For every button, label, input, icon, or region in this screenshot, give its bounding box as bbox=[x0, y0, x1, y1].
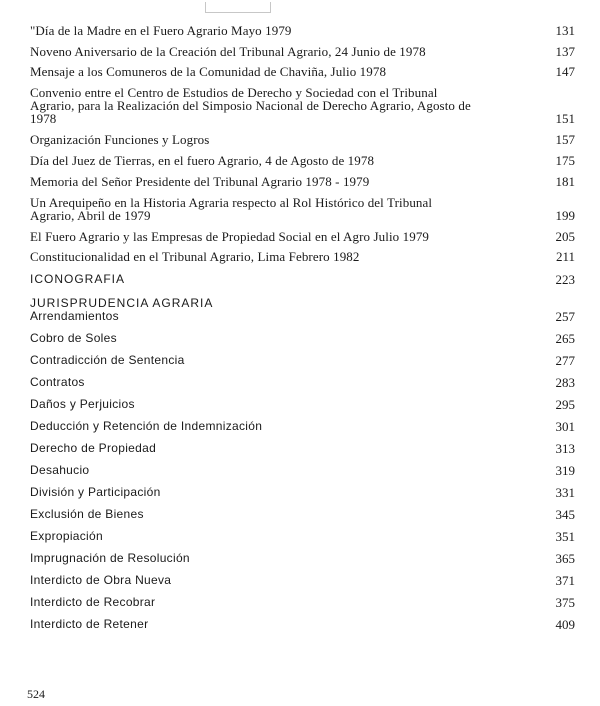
toc-sub-entry bbox=[30, 376, 575, 389]
toc-sub-entry bbox=[30, 486, 575, 499]
toc-section-heading-iconografia bbox=[30, 273, 575, 286]
toc-sub-entry bbox=[30, 508, 575, 521]
toc-entry-title: Noveno Aniversario de la Creación del Tribunal Agrario, 24 Junio de 1978 bbox=[30, 44, 426, 59]
toc-entry-title: Organización Funciones y Logros bbox=[30, 132, 210, 147]
toc-entry-page: 147 bbox=[555, 64, 575, 79]
toc-sub-entry-title: Cobro de Soles bbox=[30, 331, 117, 345]
toc-sub-entry-title: Daños y Perjuicios bbox=[30, 397, 135, 411]
toc-sub-entry bbox=[30, 398, 575, 411]
library-stamp bbox=[205, 2, 271, 13]
page-number: 524 bbox=[27, 687, 45, 701]
toc-sub-entry bbox=[30, 332, 575, 345]
toc-entry-title: El Fuero Agrario y las Empresas de Propiedad Social en el Agro Julio 1979 bbox=[30, 229, 430, 244]
toc-sub-entry-title: Interdicto de Obra Nueva bbox=[30, 573, 172, 587]
toc-entry-page: 223 bbox=[555, 272, 575, 287]
toc-entry-page: 175 bbox=[555, 153, 575, 168]
toc-section-heading: JURISPRUDENCIA AGRARIA bbox=[30, 296, 214, 310]
toc-sub-entry-page: 409 bbox=[555, 617, 575, 632]
toc-entry-page: 211 bbox=[555, 249, 575, 264]
toc-sub-entry-page: 345 bbox=[555, 507, 575, 522]
toc-sub-entry-page: 265 bbox=[555, 331, 575, 346]
toc-sub-entry bbox=[30, 618, 575, 631]
toc-sub-entry-title: División y Participación bbox=[30, 485, 161, 499]
toc-entry bbox=[30, 154, 575, 167]
toc-sub-entry-title: Contradicción de Sentencia bbox=[30, 353, 185, 367]
table-of-contents bbox=[30, 24, 575, 631]
toc-entry bbox=[30, 196, 575, 222]
toc-sub-entry bbox=[30, 420, 575, 433]
toc-sub-entry bbox=[30, 310, 575, 323]
toc-sub-entry-title: Exclusión de Bienes bbox=[30, 507, 144, 521]
toc-sub-entry-title: Imprugnación de Resolución bbox=[30, 551, 190, 565]
toc-sub-entry-page: 283 bbox=[555, 375, 575, 390]
toc-sub-entry-title: Expropiación bbox=[30, 529, 103, 543]
toc-sub-entry-page: 351 bbox=[555, 529, 575, 544]
toc-sub-entry-page: 375 bbox=[555, 595, 575, 610]
toc-sub-entry-title: Contratos bbox=[30, 375, 85, 389]
toc-entry bbox=[30, 230, 575, 243]
toc-entry bbox=[30, 24, 575, 37]
toc-entry-page: 131 bbox=[555, 23, 575, 38]
toc-entry-page: 137 bbox=[555, 44, 575, 59]
toc-sub-entry-page: 277 bbox=[555, 353, 575, 368]
toc-sub-entry bbox=[30, 530, 575, 543]
toc-sub-entry-page: 257 bbox=[555, 309, 575, 324]
toc-sub-entry-title: Interdicto de Retener bbox=[30, 617, 149, 631]
toc-entry bbox=[30, 86, 575, 125]
toc-sub-entry-page: 371 bbox=[555, 573, 575, 588]
toc-sub-entry bbox=[30, 354, 575, 367]
toc-sub-entry-title: Desahucio bbox=[30, 463, 90, 477]
toc-entry bbox=[30, 250, 575, 263]
toc-sub-entry bbox=[30, 442, 575, 455]
toc-entry bbox=[30, 45, 575, 58]
toc-sub-entry-page: 313 bbox=[555, 441, 575, 456]
toc-entry-title: Convenio entre el Centro de Estudios de Derecho y Sociedad con el Tribunal Agrario, para la Realización del Simposio Nacional de Derecho Agrario, Agosto de 1978 bbox=[30, 85, 471, 126]
toc-entry-page: 157 bbox=[555, 132, 575, 147]
toc-sub-entry-page: 295 bbox=[555, 397, 575, 412]
toc-sub-entry-page: 331 bbox=[555, 485, 575, 500]
toc-entry-title: Mensaje a los Comuneros de la Comunidad de Chaviña, Julio 1978 bbox=[30, 64, 387, 79]
toc-sub-entry bbox=[30, 574, 575, 587]
toc-sub-entry-page: 319 bbox=[555, 463, 575, 478]
toc-entry bbox=[30, 175, 575, 188]
toc-entry-title: "Día de la Madre en el Fuero Agrario Mayo 1979 bbox=[30, 23, 292, 38]
toc-entry-title: ICONOGRAFIA bbox=[30, 272, 126, 286]
toc-sub-entry-title: Derecho de Propiedad bbox=[30, 441, 157, 455]
toc-entry-page: 181 bbox=[555, 174, 575, 189]
toc-entry-page: 205 bbox=[555, 229, 575, 244]
toc-entry-page: 151 bbox=[555, 111, 575, 126]
toc-sub-entry bbox=[30, 552, 575, 565]
toc-sub-entry-title: Deducción y Retención de Indemnización bbox=[30, 419, 263, 433]
toc-entry bbox=[30, 133, 575, 146]
toc-section-jurisprudencia bbox=[30, 297, 575, 323]
toc-entry-page: 199 bbox=[555, 208, 575, 223]
toc-sub-entry-page: 301 bbox=[555, 419, 575, 434]
toc-entry-title: Memoria del Señor Presidente del Tribunal Agrario 1978 - 1979 bbox=[30, 174, 370, 189]
toc-sub-entry bbox=[30, 596, 575, 609]
toc-sub-entry-page: 365 bbox=[555, 551, 575, 566]
toc-sub-entry bbox=[30, 464, 575, 477]
toc-entry-title: Día del Juez de Tierras, en el fuero Agrario, 4 de Agosto de 1978 bbox=[30, 153, 375, 168]
toc-sub-entry-title: Interdicto de Recobrar bbox=[30, 595, 156, 609]
toc-sub-entry-title: Arrendamientos bbox=[30, 309, 119, 323]
toc-entry-title: Un Arequipeño en la Historia Agraria respecto al Rol Histórico del Tribunal Agrario, Abril de 1979 bbox=[30, 195, 433, 223]
toc-entry-title: Constitucionalidad en el Tribunal Agrario, Lima Febrero 1982 bbox=[30, 249, 360, 264]
toc-entry bbox=[30, 65, 575, 78]
